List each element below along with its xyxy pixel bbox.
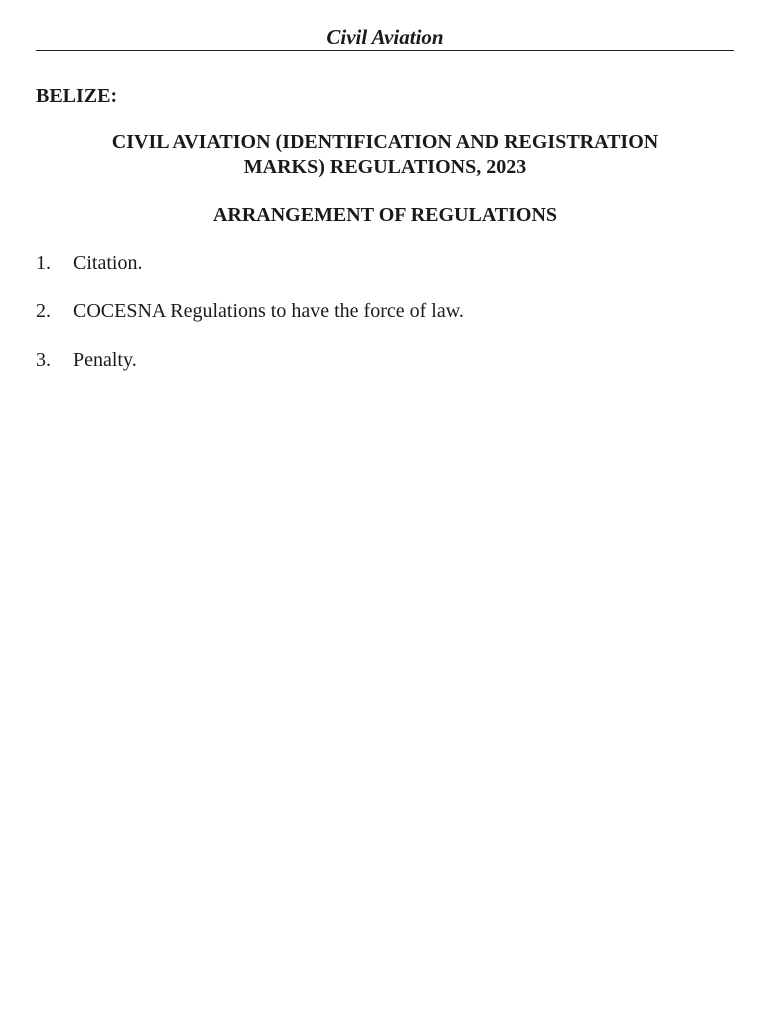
regulation-text: Penalty. — [73, 349, 137, 371]
document-title-line-1: CIVIL AVIATION (IDENTIFICATION AND REGISTRATION — [111, 131, 659, 153]
regulation-item-citation — [36, 251, 142, 275]
regulation-item-cocesna — [36, 299, 464, 323]
regulation-text: COCESNA Regulations to have the force of law. — [73, 300, 464, 322]
regulation-number: 3. — [36, 349, 51, 371]
document-title — [36, 130, 734, 180]
jurisdiction-label: BELIZE: — [36, 85, 118, 107]
regulation-text: Citation. — [73, 252, 143, 274]
arrangement-heading: ARRANGEMENT OF REGULATIONS — [212, 204, 558, 226]
running-header: Civil Aviation — [326, 25, 444, 49]
header-divider — [36, 50, 734, 51]
regulation-item-penalty — [36, 348, 137, 372]
document-title-line-2: MARKS) REGULATIONS, 2023 — [243, 156, 527, 178]
regulation-number: 2. — [36, 300, 51, 322]
regulation-number: 1. — [36, 252, 51, 274]
